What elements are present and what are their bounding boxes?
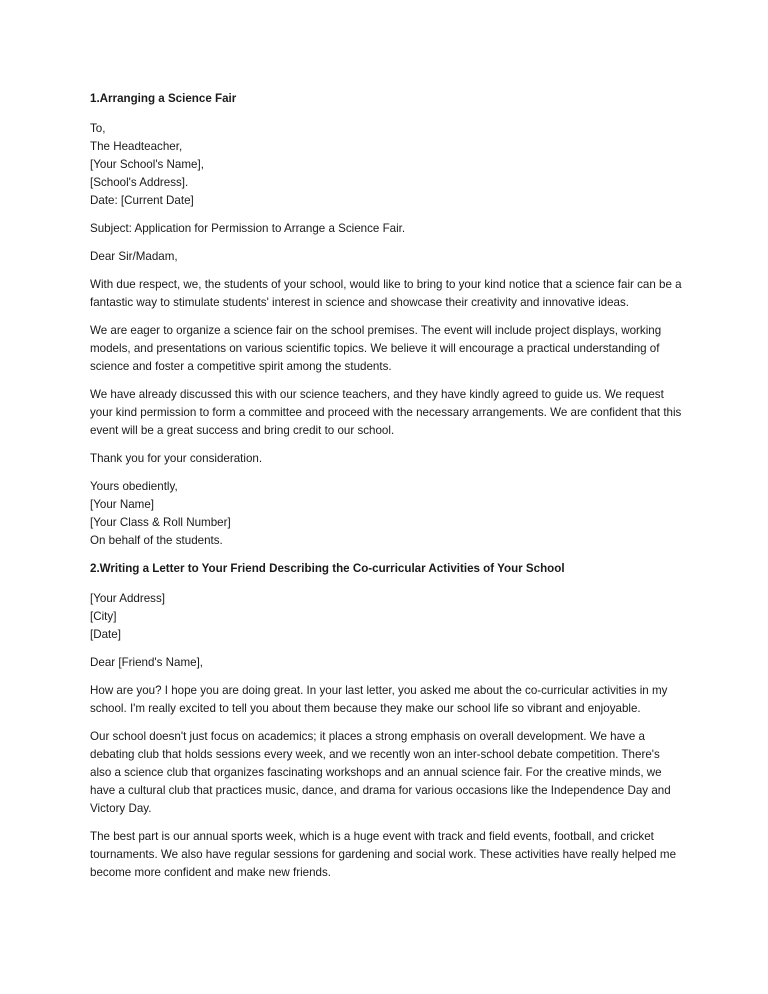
address-line: [Date] <box>90 628 121 641</box>
letter1-heading: 1.Arranging a Science Fair <box>90 92 237 105</box>
address-line: Date: [Current Date] <box>90 194 194 207</box>
letter2-heading: 2.Writing a Letter to Your Friend Describing the Co-curricular Activities of Your School <box>90 562 565 575</box>
closing-line: [Your Class & Roll Number] <box>90 516 231 529</box>
address-line: [Your School's Name], <box>90 158 204 171</box>
document-page <box>90 90 684 892</box>
letter2-salutation: Dear [Friend's Name], <box>90 656 204 669</box>
letter2-paragraph: Our school doesn't just focus on academics; it places a strong emphasis on overall development. We have a debating club that holds sessions every week, and we recently won an inter-school debate competition. There's also a science club that organizes fascinating workshops and an annual science fair. For the creative minds, we have a cultural club that practices music, dance, and drama for various occasions like the Independence Day and Victory Day. <box>90 730 671 815</box>
address-line: [Your Address] <box>90 592 165 605</box>
closing-line: [Your Name] <box>90 498 155 511</box>
letter1-paragraph: Thank you for your consideration. <box>90 452 263 465</box>
address-line: [School's Address]. <box>90 176 189 189</box>
address-line: To, <box>90 122 106 135</box>
letter1-paragraph: We have already discussed this with our science teachers, and they have kindly agreed to guide us. We request your kind permission to form a committee and proceed with the necessary arrangements. We are confident that this event will be a great success and bring credit to our school. <box>90 388 682 437</box>
letter1-closing <box>90 478 684 550</box>
letter2-paragraph: How are you? I hope you are doing great. In your last letter, you asked me about the co-curricular activities in my school. I'm really excited to tell you about them because they make our school life so vibrant and enjoyable. <box>90 684 668 715</box>
letter1-paragraph: We are eager to organize a science fair on the school premises. The event will include project displays, working models, and presentations on various scientific topics. We believe it will encourage a practical understanding of science and foster a competitive spirit among the students. <box>90 324 662 373</box>
letter1-paragraph: With due respect, we, the students of your school, would like to bring to your kind notice that a science fair can be a fantastic way to stimulate students' interest in science and showcase their creativity and innovative ideas. <box>90 278 682 309</box>
letter1-subject: Subject: Application for Permission to Arrange a Science Fair. <box>90 222 406 235</box>
closing-line: On behalf of the students. <box>90 534 223 547</box>
letter2-address <box>90 590 684 644</box>
letter1-address <box>90 120 684 210</box>
letter1-salutation: Dear Sir/Madam, <box>90 250 178 263</box>
letter2-paragraph: The best part is our annual sports week, which is a huge event with track and field events, football, and cricket tournaments. We also have regular sessions for gardening and social work. These activities have really helped me become more confident and make new friends. <box>90 830 677 879</box>
address-line: [City] <box>90 610 117 623</box>
closing-line: Yours obediently, <box>90 480 178 493</box>
address-line: The Headteacher, <box>90 140 183 153</box>
